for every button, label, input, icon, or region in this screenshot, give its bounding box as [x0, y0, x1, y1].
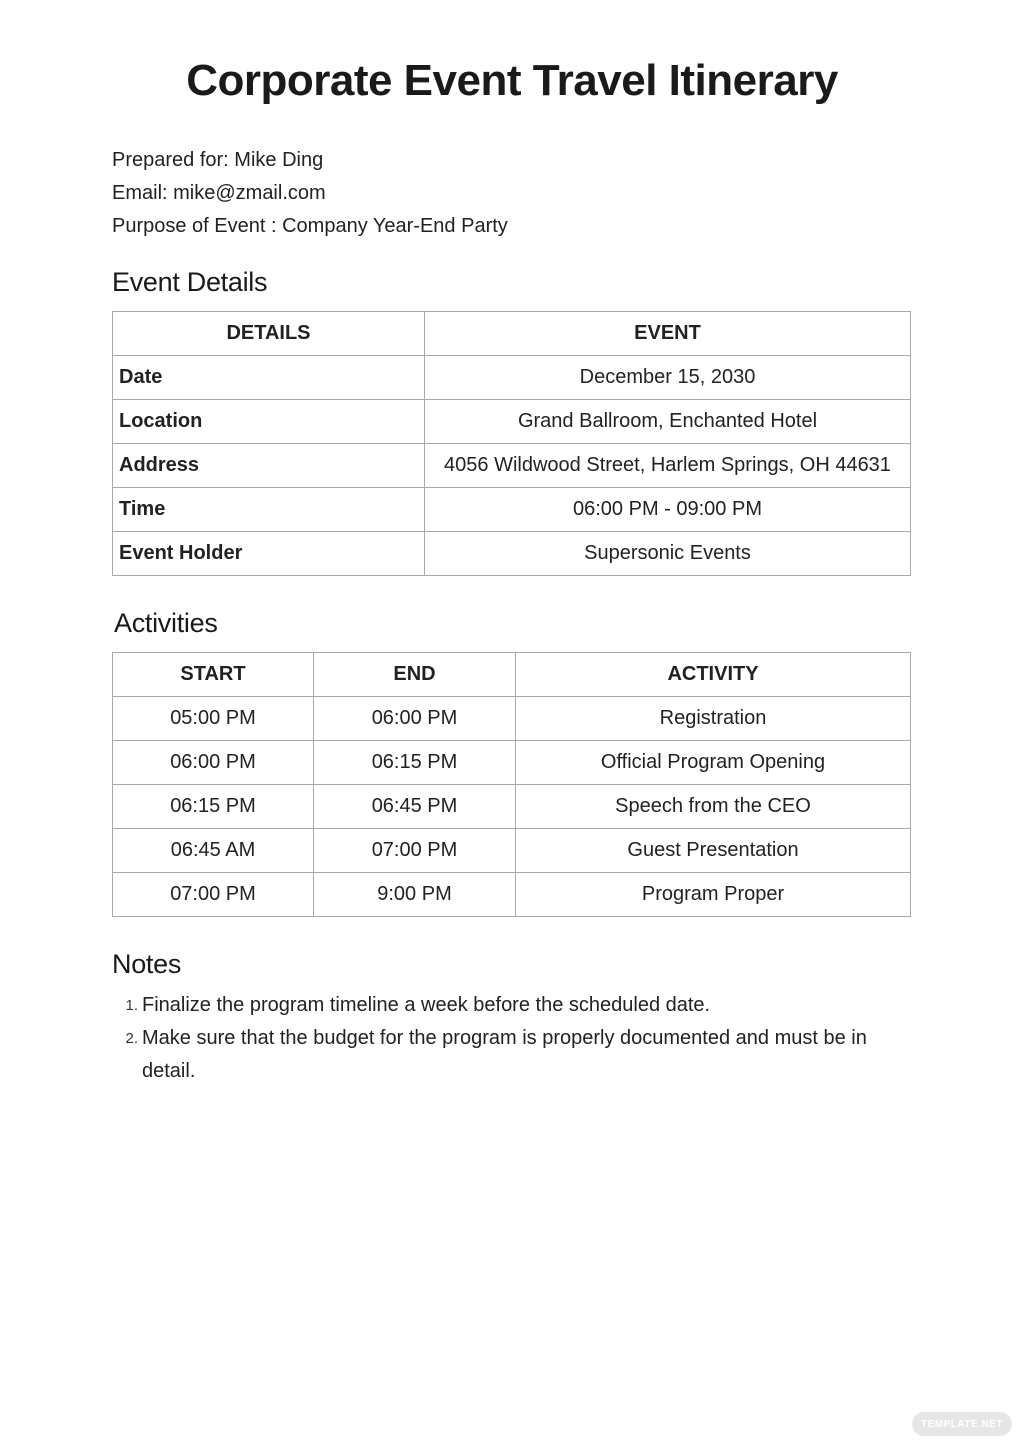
end-time: 06:45 PM	[314, 785, 516, 829]
start-time: 06:00 PM	[113, 741, 314, 785]
table-row	[113, 488, 911, 532]
start-time: 05:00 PM	[113, 697, 314, 741]
detail-label: Time	[113, 488, 425, 532]
detail-label: Date	[113, 356, 425, 400]
column-header: DETAILS	[113, 312, 425, 356]
list-item	[112, 989, 912, 1022]
note-text: Finalize the program timeline a week before the scheduled date.	[142, 994, 711, 1016]
end-time: 9:00 PM	[314, 873, 516, 917]
activity-name: Official Program Opening	[516, 741, 911, 785]
table-row	[113, 873, 911, 917]
table-header-row	[113, 653, 911, 697]
activities-table	[112, 652, 911, 917]
event-details-table	[112, 311, 911, 576]
end-time: 06:15 PM	[314, 741, 516, 785]
end-time: 07:00 PM	[314, 829, 516, 873]
table-row	[113, 400, 911, 444]
purpose-line: Purpose of Event : Company Year-End Party	[112, 215, 508, 237]
activities-heading: Activities	[114, 608, 218, 638]
detail-value: Supersonic Events	[425, 532, 911, 576]
column-header: START	[113, 653, 314, 697]
detail-label: Event Holder	[113, 532, 425, 576]
template-watermark: TEMPLATE.NET	[912, 1412, 1012, 1436]
activity-name: Registration	[516, 697, 911, 741]
page-title: Corporate Event Travel Itinerary	[186, 56, 838, 105]
activity-name: Program Proper	[516, 873, 911, 917]
table-row	[113, 356, 911, 400]
table-row	[113, 829, 911, 873]
table-row	[113, 741, 911, 785]
detail-value: Grand Ballroom, Enchanted Hotel	[425, 400, 911, 444]
detail-label: Location	[113, 400, 425, 444]
email-line: Email: mike@zmail.com	[112, 182, 326, 204]
list-number: 2.	[125, 1030, 138, 1047]
list-number: 1.	[125, 997, 138, 1014]
table-row	[113, 785, 911, 829]
end-time: 06:00 PM	[314, 697, 516, 741]
prepared-for-line: Prepared for: Mike Ding	[112, 149, 324, 171]
detail-label: Address	[113, 444, 425, 488]
activity-name: Guest Presentation	[516, 829, 911, 873]
event-details-heading: Event Details	[112, 267, 268, 297]
start-time: 06:15 PM	[113, 785, 314, 829]
table-row	[113, 532, 911, 576]
start-time: 06:45 AM	[113, 829, 314, 873]
column-header: ACTIVITY	[516, 653, 911, 697]
notes-heading: Notes	[112, 949, 182, 979]
note-text: Make sure that the budget for the program is properly documented and must be in detail.	[142, 1027, 867, 1082]
column-header: END	[314, 653, 516, 697]
start-time: 07:00 PM	[113, 873, 314, 917]
detail-value: 06:00 PM - 09:00 PM	[425, 488, 911, 532]
recipient-info	[112, 144, 508, 243]
table-header-row	[113, 312, 911, 356]
detail-value: December 15, 2030	[425, 356, 911, 400]
detail-value: 4056 Wildwood Street, Harlem Springs, OH 44631	[425, 444, 911, 488]
notes-list	[112, 989, 912, 1088]
column-header: EVENT	[425, 312, 911, 356]
table-row	[113, 444, 911, 488]
table-row	[113, 697, 911, 741]
activity-name: Speech from the CEO	[516, 785, 911, 829]
list-item	[112, 1022, 912, 1088]
